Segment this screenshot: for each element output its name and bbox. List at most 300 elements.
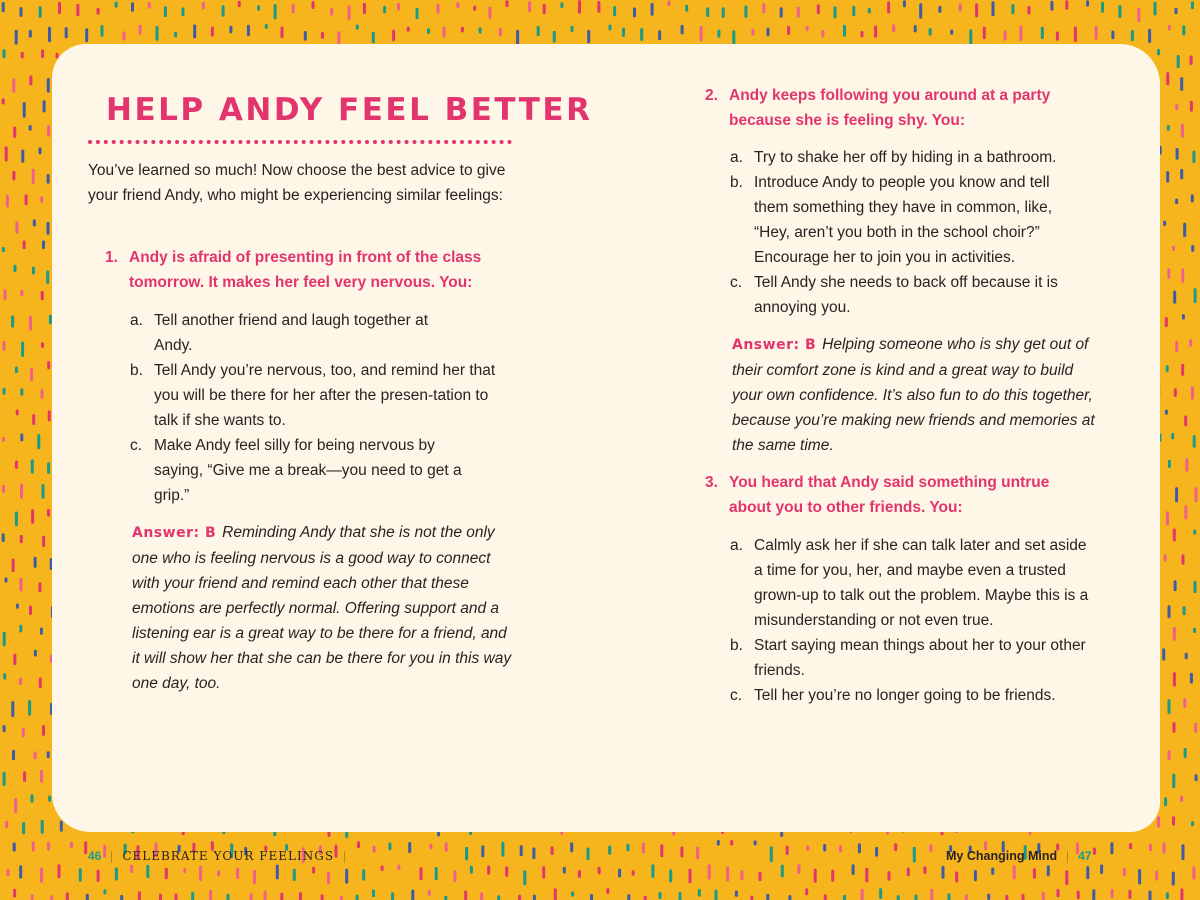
sprinkle: [839, 845, 842, 853]
sprinkle: [1022, 894, 1025, 900]
sprinkle: [66, 892, 69, 900]
question-number: 1.: [105, 249, 118, 266]
sprinkle: [1183, 223, 1186, 237]
sprinkle: [247, 25, 250, 37]
sprinkle: [1164, 797, 1167, 806]
question-1-options: [130, 308, 496, 508]
sprinkle: [146, 865, 149, 878]
sprinkle: [894, 843, 897, 851]
sprinkle: [227, 894, 230, 900]
sprinkle: [293, 869, 296, 881]
sprinkle: [633, 7, 636, 17]
intro-text: You’ve learned so much! Now choose the best advice to give your friend Andy, who might be experiencing similar feelings:: [88, 162, 506, 204]
sprinkle: [669, 869, 672, 882]
sprinkle: [479, 27, 482, 33]
sprinkle: [868, 8, 871, 14]
option-text: Make Andy feel silly for being nervous by saying, “Give me a break—you need to get a grip.”: [154, 437, 462, 504]
question-1: [105, 245, 504, 295]
sprinkle: [499, 28, 502, 36]
sprinkle: [120, 895, 123, 900]
sprinkle: [281, 26, 284, 38]
sprinkle: [46, 271, 49, 284]
sprinkle: [191, 892, 194, 900]
sprinkle: [685, 5, 688, 12]
sprinkle: [13, 654, 16, 666]
sprinkle: [1167, 268, 1170, 279]
sprinkle: [965, 894, 968, 900]
sprinkle: [551, 846, 554, 855]
answer-text: Reminding Andy that she is not the only one who is feeling nervous is a good way to connect with your friend and remind each other that these emotions are perfectly normal. Offering support and a listening ear is a great way to be there for a friend, and it will show her that she can be there for you in this way one day, too.: [132, 524, 512, 692]
sprinkle: [730, 840, 733, 846]
sprinkle: [3, 725, 6, 732]
sprinkle: [817, 4, 820, 14]
sprinkle: [1193, 628, 1196, 633]
sprinkle: [86, 894, 89, 900]
sprinkle: [39, 6, 42, 17]
sprinkle: [903, 0, 906, 7]
sprinkle: [1111, 31, 1114, 40]
sprinkle: [29, 606, 32, 616]
sprinkle: [852, 864, 855, 875]
sprinkle: [58, 864, 61, 878]
sprinkle: [888, 871, 891, 881]
sprinkle: [1166, 365, 1169, 372]
sprinkle: [41, 291, 44, 301]
sprinkle: [969, 29, 972, 44]
sprinkle: [182, 7, 185, 16]
sprinkle: [1192, 866, 1195, 880]
sprinkle: [533, 895, 536, 900]
sprinkle: [722, 7, 725, 18]
sprinkle: [570, 842, 573, 852]
sprinkle: [887, 1, 890, 13]
sprinkle: [435, 867, 438, 880]
sprinkle: [831, 870, 834, 882]
sprinkle: [554, 888, 557, 900]
sprinkle: [1033, 868, 1036, 879]
sprinkle: [23, 102, 26, 118]
option-text: Tell Andy she needs to back off because it is annoying you.: [754, 274, 1058, 316]
sprinkle: [392, 30, 395, 42]
sprinkle: [397, 3, 400, 11]
sprinkle: [1191, 386, 1194, 400]
sprinkle: [609, 25, 612, 31]
sprinkle: [383, 6, 386, 13]
sprinkle: [1168, 699, 1171, 714]
option-c: [730, 683, 1085, 708]
sprinkle: [1129, 843, 1132, 849]
answer-label: Answer: B: [132, 525, 217, 541]
sprinkle: [2, 485, 5, 493]
sprinkle: [814, 869, 817, 883]
sprinkle: [465, 847, 468, 861]
sprinkle: [907, 868, 910, 877]
sprinkle: [312, 867, 315, 874]
sprinkle: [42, 725, 45, 736]
sprinkle: [834, 6, 837, 18]
sprinkle: [1184, 415, 1187, 426]
sprinkle: [28, 700, 31, 716]
sprinkle: [348, 5, 351, 20]
sprinkle: [516, 30, 519, 45]
sprinkle: [875, 847, 878, 857]
sprinkle: [47, 125, 50, 137]
sprinkle: [929, 28, 932, 36]
sprinkle: [40, 770, 43, 783]
sprinkle: [34, 557, 37, 568]
sprinkle: [470, 866, 473, 874]
sprinkle: [15, 30, 18, 45]
sprinkle: [698, 889, 701, 897]
sprinkle: [411, 890, 414, 900]
sprinkle: [29, 75, 32, 85]
sprinkle: [735, 891, 738, 897]
sprinkle: [1185, 653, 1188, 659]
sprinkle: [1185, 458, 1188, 472]
option-text: Tell Andy you’re nervous, too, and remind her that you will be there for her after the presen-tation to talk if she wants to.: [154, 362, 496, 429]
sprinkle: [211, 27, 214, 37]
sprinkle: [1182, 554, 1185, 565]
sprinkle: [5, 577, 8, 582]
sprinkle: [644, 896, 647, 900]
sprinkle: [29, 125, 32, 131]
sprinkle: [115, 867, 118, 880]
sprinkle: [238, 1, 241, 8]
sprinkle: [443, 27, 446, 38]
sprinkle: [532, 847, 535, 859]
sprinkle: [464, 890, 467, 900]
sprinkle: [345, 869, 348, 884]
sprinkle: [1004, 30, 1007, 41]
sprinkle: [786, 846, 789, 855]
sprinkle: [767, 28, 770, 37]
sprinkle: [1173, 529, 1176, 542]
sprinkle: [444, 896, 447, 900]
sprinkle: [445, 842, 448, 852]
sprinkle: [590, 894, 593, 900]
sprinkle: [199, 866, 202, 881]
sprinkle: [2, 2, 5, 12]
sprinkle: [488, 7, 491, 19]
sprinkle: [250, 893, 253, 900]
sprinkle: [253, 870, 256, 884]
sprinkle: [1180, 77, 1183, 91]
sprinkle: [139, 25, 142, 35]
sprinkle: [48, 410, 51, 421]
sprinkle: [717, 840, 720, 846]
sprinkle: [950, 30, 953, 35]
sprinkle: [781, 865, 784, 878]
sprinkle: [1165, 317, 1168, 327]
sprinkle: [330, 8, 333, 16]
option-letter: c.: [730, 687, 743, 704]
sprinkle: [1027, 6, 1030, 15]
sprinkle: [202, 2, 205, 10]
sprinkle: [560, 2, 563, 8]
sprinkle: [1173, 722, 1176, 733]
sprinkle: [1190, 101, 1193, 112]
sprinkle: [1074, 27, 1077, 42]
sprinkle: [754, 840, 757, 845]
sprinkle: [1175, 199, 1178, 205]
option-letter: c.: [130, 437, 143, 454]
sprinkle: [528, 1, 531, 12]
sprinkle: [31, 794, 34, 802]
sprinkle: [1174, 388, 1177, 397]
sprinkle: [21, 342, 24, 357]
sprinkle: [1056, 31, 1059, 40]
sprinkle: [681, 25, 684, 35]
sprinkle: [31, 894, 34, 900]
sprinkle: [627, 894, 630, 900]
sprinkle: [1086, 866, 1089, 879]
option-text: Tell her you’re no longer going to be friends.: [754, 687, 1056, 704]
sprinkle: [41, 342, 44, 348]
sprinkle: [1180, 888, 1183, 900]
sprinkle: [553, 31, 556, 43]
sprinkle: [651, 3, 654, 16]
sprinkle: [397, 865, 400, 870]
sprinkle: [726, 866, 729, 882]
sprinkle: [428, 890, 431, 896]
sprinkle: [299, 892, 302, 900]
sprinkle: [15, 512, 18, 527]
sprinkle: [1166, 72, 1169, 85]
sprinkle: [381, 866, 384, 872]
sprinkle: [312, 1, 315, 9]
sprinkle: [60, 821, 63, 832]
sprinkle: [606, 888, 609, 894]
sprinkle: [321, 894, 324, 900]
sprinkle: [1173, 291, 1176, 304]
sprinkle: [427, 28, 430, 34]
sprinkle: [948, 893, 951, 900]
sprinkle: [1168, 460, 1171, 468]
sprinkle: [20, 290, 23, 297]
sprinkle: [97, 870, 100, 882]
sprinkle: [861, 31, 864, 38]
sprinkle: [689, 869, 692, 884]
sprinkle: [265, 24, 268, 29]
sprinkle: [20, 483, 23, 498]
sprinkle: [751, 29, 754, 36]
option-letter: b.: [130, 362, 143, 379]
sprinkle: [356, 25, 359, 30]
option-c: [730, 270, 1085, 320]
option-b: [730, 633, 1099, 683]
sprinkle: [1092, 889, 1095, 900]
sprinkle: [193, 24, 196, 38]
sprinkle: [680, 846, 683, 857]
sprinkle: [41, 389, 44, 399]
sprinkle: [11, 701, 14, 717]
sprinkle: [363, 3, 366, 14]
sprinkle: [32, 414, 35, 425]
sprinkle: [1065, 0, 1068, 10]
sprinkle: [6, 195, 9, 208]
sprinkle: [1019, 25, 1022, 41]
sprinkle: [537, 26, 540, 36]
sprinkle: [497, 895, 500, 900]
sprinkle: [19, 625, 22, 633]
sprinkle: [388, 842, 391, 850]
sprinkle: [659, 892, 662, 899]
sprinkle: [1013, 865, 1016, 879]
sprinkle: [33, 219, 36, 226]
sprinkle: [407, 27, 410, 32]
sprinkle: [183, 868, 186, 873]
sprinkle: [1189, 339, 1192, 347]
sprinkle: [913, 847, 916, 863]
sprinkle: [429, 844, 432, 849]
footer-separator: [344, 851, 345, 863]
option-text: Calmly ask her if she can talk later and set aside a time for you, her, and maybe even a trusted grown-up to talk out the problem. Maybe this is a misunderstanding or not even true.: [754, 537, 1089, 629]
sprinkle: [165, 868, 168, 880]
sprinkle: [805, 888, 808, 895]
sprinkle: [47, 462, 50, 474]
question-number: 3.: [705, 474, 718, 491]
sprinkle: [15, 221, 18, 234]
sprinkle: [571, 891, 574, 896]
option-text: Try to shake her off by hiding in a bathroom.: [754, 149, 1057, 166]
sprinkle: [1190, 55, 1193, 65]
sprinkle: [1167, 125, 1170, 131]
sprinkle: [21, 150, 24, 163]
option-b: [130, 358, 499, 433]
sprinkle: [1183, 606, 1186, 615]
sprinkle: [823, 844, 826, 852]
sprinkle: [12, 559, 15, 573]
sprinkle: [34, 650, 37, 657]
sprinkle: [1164, 554, 1167, 562]
sprinkle: [1184, 505, 1187, 519]
sprinkle: [622, 28, 625, 37]
sprinkle: [1195, 774, 1198, 781]
option-b: [730, 170, 1085, 270]
question-3: [705, 470, 1074, 520]
sprinkle: [1086, 0, 1089, 6]
sprinkle: [1173, 672, 1176, 687]
sprinkle: [222, 5, 225, 17]
sprinkle: [32, 841, 35, 851]
option-c: [130, 433, 472, 508]
sprinkle: [563, 867, 566, 874]
question-2: [705, 83, 1074, 133]
sprinkle: [1172, 816, 1175, 825]
sprinkle: [481, 845, 484, 857]
sprinkle: [16, 410, 19, 416]
sprinkle: [43, 100, 46, 112]
sprinkle: [919, 3, 922, 19]
sprinkle: [1175, 8, 1178, 15]
sprinkle: [626, 844, 629, 852]
option-text: Tell another friend and laugh together at Andy.: [154, 312, 429, 354]
sprinkle: [770, 846, 773, 862]
sprinkle: [20, 7, 23, 17]
sprinkle: [1077, 891, 1080, 900]
sprinkle: [47, 174, 50, 184]
question-prompt: Andy is afraid of presenting in front of the class tomorrow. It makes her feel very nervous. You:: [129, 249, 482, 291]
footer-separator: [1067, 851, 1068, 863]
sprinkle: [65, 27, 68, 38]
sprinkle: [321, 32, 324, 39]
question-prompt: Andy keeps following you around at a party because she is feeling shy. You:: [729, 87, 1051, 129]
dotted-divider: [88, 140, 512, 144]
sprinkle: [806, 846, 809, 851]
sprinkle: [696, 847, 699, 860]
sprinkle: [20, 433, 23, 441]
sprinkle: [47, 842, 50, 851]
footer-right: [946, 849, 1091, 863]
sprinkle: [1172, 246, 1175, 251]
sprinkle: [1181, 364, 1184, 376]
sprinkle: [1174, 580, 1177, 591]
sprinkle: [131, 2, 134, 12]
sprinkle: [1111, 889, 1114, 898]
sprinkle: [865, 868, 868, 883]
sprinkle: [79, 868, 82, 882]
sprinkle: [942, 866, 945, 879]
sprinkle: [2, 341, 5, 351]
sprinkle: [1165, 410, 1168, 415]
sprinkle: [58, 2, 61, 14]
sprinkle: [660, 844, 663, 857]
sprinkle: [47, 222, 50, 235]
option-letter: c.: [730, 274, 743, 291]
sprinkle: [930, 889, 933, 900]
sprinkle: [843, 895, 846, 900]
sprinkle: [1138, 869, 1141, 885]
sprinkle: [20, 578, 23, 592]
sprinkle: [1184, 748, 1187, 758]
sprinkle: [892, 24, 895, 32]
sprinkle: [148, 2, 151, 9]
sprinkle: [1182, 844, 1185, 860]
option-a: [730, 533, 1094, 633]
sprinkle: [7, 869, 10, 876]
sprinkle: [1173, 627, 1176, 641]
sprinkle: [974, 870, 977, 881]
sprinkle: [34, 751, 37, 759]
sprinkle: [85, 28, 88, 42]
sprinkle: [1095, 26, 1098, 40]
sprinkle: [14, 798, 17, 813]
option-a: [730, 145, 1085, 170]
sprinkle: [15, 367, 18, 374]
sprinkle: [1191, 821, 1194, 826]
sprinkle: [923, 866, 926, 874]
sprinkle: [915, 894, 918, 900]
sprinkle: [327, 872, 330, 884]
sprinkle: [717, 30, 720, 38]
sprinkle: [587, 30, 590, 44]
sprinkle: [706, 7, 709, 17]
sprinkle: [571, 26, 574, 32]
sprinkle: [821, 30, 824, 38]
sprinkle: [587, 848, 590, 861]
sprinkle: [1181, 124, 1184, 138]
sprinkle: [618, 869, 621, 878]
sprinkle: [1192, 151, 1195, 163]
option-letter: a.: [130, 312, 143, 329]
sprinkle: [766, 894, 769, 900]
sprinkle: [130, 865, 133, 873]
sprinkle: [1148, 29, 1151, 43]
sprinkle: [1100, 864, 1103, 874]
sprinkle: [1180, 169, 1183, 180]
sprinkle: [983, 27, 986, 40]
sprinkle: [37, 434, 40, 449]
